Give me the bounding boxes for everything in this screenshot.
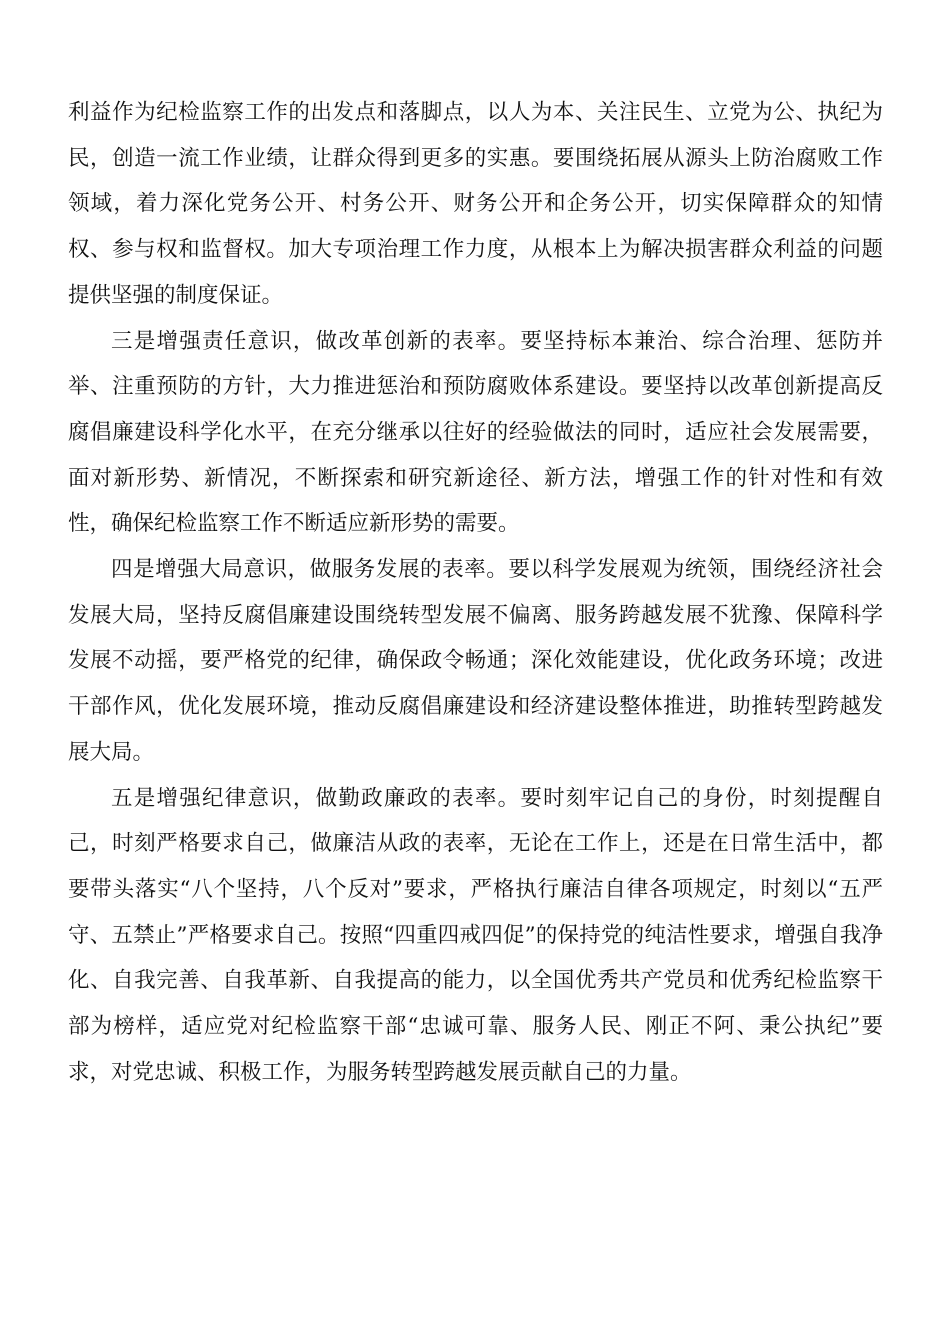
paragraph-overall-situation: 四是增强大局意识，做服务发展的表率。要以科学发展观为统领，围绕经济社会发展大局，坚持反腐倡廉建设围绕转型发展不偏离、服务跨越发展不犹豫、保障科学发展不动摇，要严格党的纪律，确保政令畅通；深化效能建设，优化政务环境；改进干部作风，优化发展环境，推动反腐倡廉建设和经济建设整体推进，助推转型跨越发展大局。	[68, 557, 883, 765]
document-page	[68, 90, 883, 1095]
paragraph-discipline: 五是增强纪律意识，做勤政廉政的表率。要时刻牢记自己的身份，时刻提醒自己，时刻严格要求自己，做廉洁从政的表率，无论在工作上，还是在日常生活中，都要带头落实“八个坚持，八个反对”要求，严格执行廉洁自律各项规定，时刻以“五严守、五禁止”严格要求自己。按照“四重四戒四促”的保持党的纯洁性要求，增强自我净化、自我完善、自我革新、自我提高的能力，以全国优秀共产党员和优秀纪检监察干部为榜样，适应党对纪检监察干部“忠诚可靠、服务人民、刚正不阿、秉公执纪”要求，对党忠诚、积极工作，为服务转型跨越发展贡献自己的力量。	[68, 785, 883, 1085]
paragraph-responsibility: 三是增强责任意识，做改革创新的表率。要坚持标本兼治、综合治理、惩防并举、注重预防的方针，大力推进惩治和预防腐败体系建设。要坚持以改革创新提高反腐倡廉建设科学化水平，在充分继承以往好的经验做法的同时，适应社会发展需要，面对新形势、新情况，不断探索和研究新途径、新方法，增强工作的针对性和有效性，确保纪检监察工作不断适应新形势的需要。	[68, 328, 883, 537]
paragraph-continuation: 利益作为纪检监察工作的出发点和落脚点，以人为本、关注民生、立党为公、执纪为民，创造一流工作业绩，让群众得到更多的实惠。要围绕拓展从源头上防治腐败工作领域，着力深化党务公开、村务公开、财务公开和企务公开，切实保障群众的知情权、参与权和监督权。加大专项治理工作力度，从根本上为解决损害群众利益的问题提供坚强的制度保证。	[68, 100, 883, 308]
